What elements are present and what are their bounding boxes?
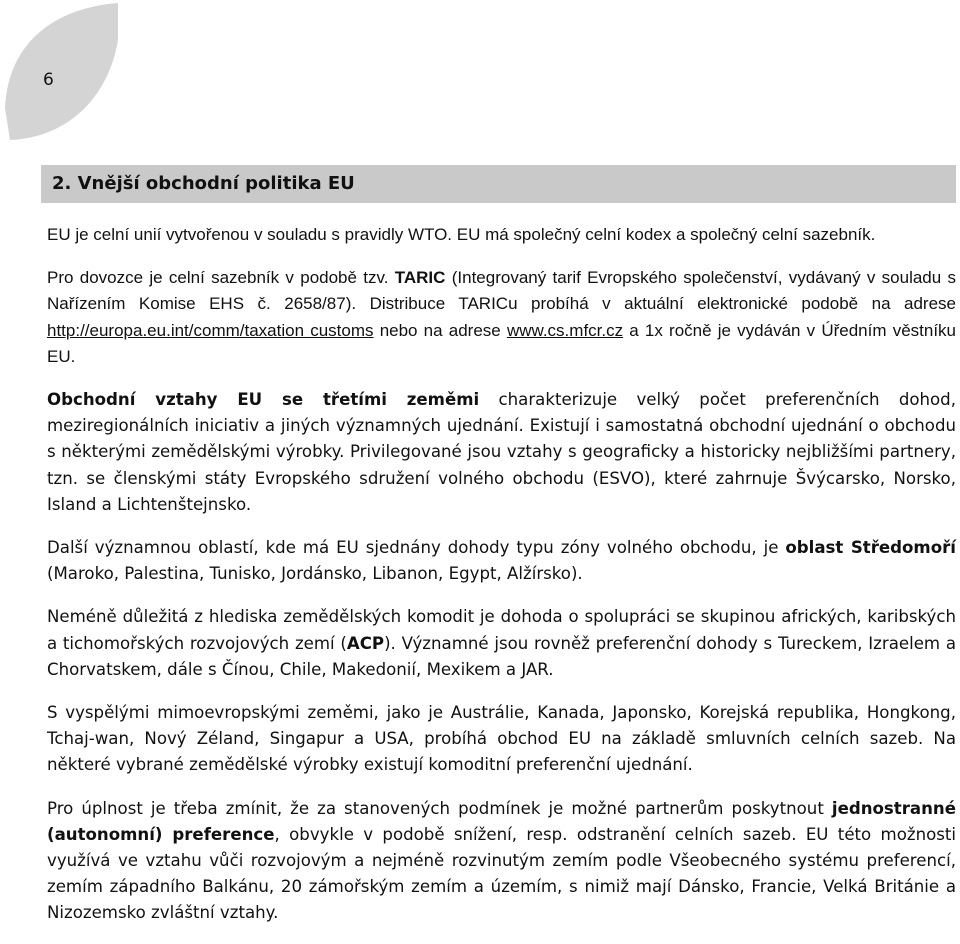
europa-link[interactable]: http://europa.eu.int/comm/taxation customs [47,320,374,340]
paragraph-text: (Maroko, Palestina, Tunisko, Jordánsko, Libanon, Egypt, Alžírsko). [47,564,583,584]
bold-term: Obchodní vztahy EU se třetími zeměmi [47,390,480,410]
paragraph-text: Pro úplnost je třeba zmínit, že za stanovených podmínek je možné partnerům poskytnout [47,798,832,818]
section-heading: 2. Vnější obchodní politika EU [41,165,956,203]
paragraph-text: Pro dovozce je celní sazebník v podobě tzv. [47,268,395,288]
paragraph-mediterranean [47,535,956,587]
paragraph-text: charakterizuje velký počet preferenčních dohod, meziregionálních iniciativ a jiných významných ujednání. Existují i samostatná obchodní ujednání o obchodu s některými zemědělskými výrobky. Privilegované jsou vztahy s geograficky a historicky nejbližšími partnery, tzn. se členskými státy Evropského sdružení volného obchodu (ESVO), které zahrnuje Švýcarsko, Norsko, Island a Lichtenštejnsko. [47,390,956,514]
document-body [47,222,956,944]
paragraph-text: (Integrovaný tarif Evropského společenství, vydávaný v souladu s Nařízením Komise EHS č. 2658/87). Distribuce TARICu probíhá v aktuální elektronické podobě na adrese [47,268,957,314]
taric-term: TARIC [394,268,446,288]
paragraph-acp [47,604,956,683]
page-corner-leaf-decoration [0,0,118,140]
mfcr-link[interactable]: www.cs.mfcr.cz [506,320,624,340]
paragraph-text: Neméně důležitá z hlediska zemědělských komodit je dohoda o spolupráci se skupinou afrických, karibských a tichomořských rozvojových zemí ( [47,607,956,653]
bold-term: jednostranné (autonomní) preference [47,798,956,844]
paragraph-taric [47,265,956,370]
paragraph-customs-union: EU je celní unií vytvořenou v souladu s pravidly WTO. EU má společný celní kodex a společný celní sazebník. [47,225,876,244]
paragraph-autonomous-preferences [47,796,956,927]
paragraph-text: nebo na adrese [373,320,507,340]
paragraph-text: a 1x ročně je vydáván v Úředním věstníku EU. [47,320,956,366]
bold-term: ACP [346,633,385,653]
paragraph-text: ). Významné jsou rovněž preferenční dohody s Tureckem, Izraelem a Chorvatskem, dále s Čínou, Chile, Makedonií, Mexikem a JAR. [47,633,956,679]
paragraph-text: , obvykle v podobě snížení, resp. odstranění celních sazeb. EU této možnosti využívá ve vztahu vůči rozvojovým a nejméně rozvinutým zemím podle Všeobecného systému preferencí, zemím západního Balkánu, 20 zámořským zemím a územím, s nimiž mají Dánsko, Francie, Velká Británie a Nizozemsko zvláštní vztahy. [47,824,956,923]
paragraph-developed-countries: S vyspělými mimoevropskými zeměmi, jako je Austrálie, Kanada, Japonsko, Korejská republika, Hongkong, Tchaj-wan, Nový Zéland, Singapur a USA, probíhá obchod EU na základě smluvních celních sazeb. Na některé vybrané zemědělské výrobky existují komoditní preferenční ujednání. [47,703,956,775]
paragraph-third-countries [47,387,956,518]
page-number: 6 [43,70,54,90]
paragraph-text: Další významnou oblastí, kde má EU sjednány dohody typu zóny volného obchodu, je [47,538,786,558]
bold-term: oblast Středomoří [785,538,956,558]
